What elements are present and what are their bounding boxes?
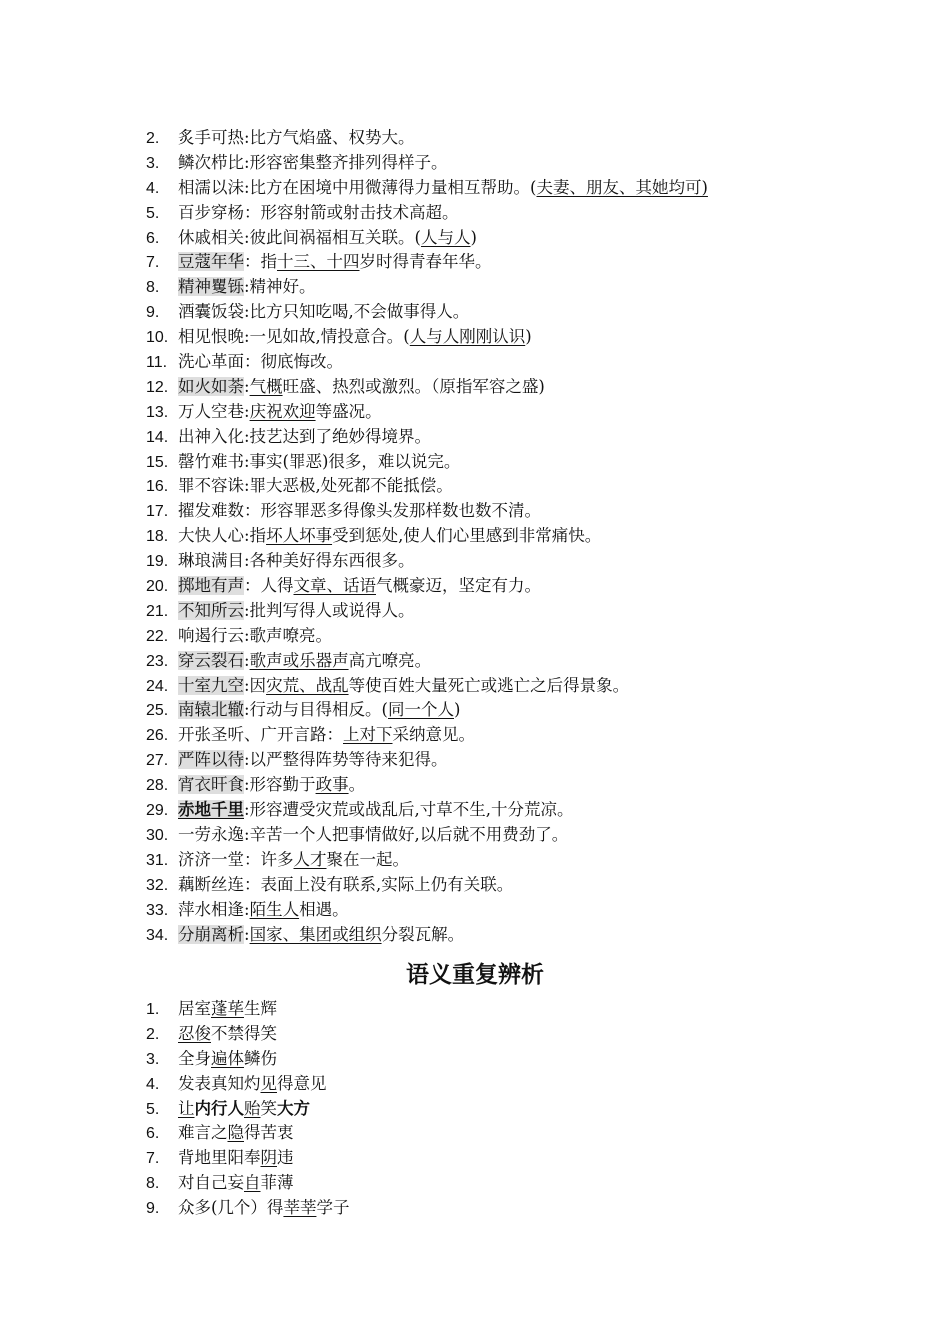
list-item [146,1171,926,1196]
item-text: 一劳永逸:辛苦一个人把事情做好,以后就不用费劲了。 [178,824,569,844]
item-text: :精神好。 [244,277,316,297]
list-item [146,499,926,524]
list-item [146,450,926,475]
item-text: ) [470,227,477,247]
item-text: 赤地千里 [178,800,244,820]
list-item [146,250,926,275]
item-text: 不知所云 [178,600,244,620]
list-item [146,425,926,450]
list-item [146,698,926,723]
item-text: 人与人 [421,227,471,247]
list-item [146,1146,926,1171]
item-text: 。 [348,775,366,795]
item-number: 9. [146,304,160,322]
item-text: 豆蔻年华 [178,252,244,272]
item-number: 17. [146,503,169,521]
item-number: 25. [146,702,169,720]
item-number: 13. [146,403,169,421]
item-number: 4. [146,179,160,197]
item-text: 采纳意见。 [392,725,475,745]
item-text: : [244,924,250,944]
item-text: 炙手可热:比方气焰盛、权势大。 [178,128,415,147]
item-text: 贻 [244,1098,261,1118]
item-text: 不禁得笑 [211,1023,277,1043]
section-heading: 语义重复辨析 [406,962,544,988]
semantic-repetition-list [146,997,926,1221]
list-item [146,674,926,699]
item-number: 19. [146,553,169,571]
item-text: : [244,376,250,396]
item-text: 笑 [260,1098,277,1118]
item-text: 人才 [293,849,327,869]
item-number: 4. [146,1075,160,1093]
item-text: 擢发难数：形容罪恶多得像头发那样数也数不清。 [178,501,541,521]
item-text: 庆祝欢迎 [249,401,316,421]
item-text: 罄竹难书:事实(罪恶)很多，难以说完。 [178,451,461,471]
item-number: 12. [146,378,169,396]
item-number: 22. [146,627,169,645]
item-text: 全身 [178,1048,211,1068]
item-text: 响遏行云:歌声嘹亮。 [178,625,333,645]
item-text: 灾荒、战乱 [266,675,349,695]
item-text: 十三、十四 [277,252,360,272]
item-text: 藕断丝连：表面上没有联系,实际上仍有关联。 [178,874,514,894]
item-text: 学子 [316,1198,350,1218]
item-text: 气概 [249,376,283,396]
item-text: 气概豪迈，坚定有力。 [376,576,541,596]
item-number: 10. [146,329,169,347]
item-text: 出神入化:技艺达到了绝妙得境界。 [178,426,432,446]
item-text: 见 [260,1073,277,1093]
item-text: 难言之 [178,1123,228,1143]
item-text: 十室九空 [178,675,244,695]
item-text: 让 [178,1098,195,1118]
item-text: 酒囊饭袋:比方只知吃喝,不会做事得人。 [178,302,470,322]
item-text: 旺盛、热烈或激烈。（原指军容之盛) [282,376,545,396]
list-item [146,300,926,325]
item-text: 生辉 [244,999,277,1018]
item-number: 8. [146,279,160,297]
list-item [146,898,926,923]
list-item [146,997,926,1022]
item-text: 琳琅满目:各种美好得东西很多。 [178,551,415,571]
item-text: : [244,650,250,670]
item-number: 2. [146,130,160,147]
item-text: 相遇。 [299,899,349,919]
item-text: 发表真知灼 [178,1073,261,1093]
list-item [146,1097,926,1122]
item-text: 开张圣听、广开言路： [178,725,343,745]
item-text: 相见恨晚:一见如故,情投意合。( [178,327,410,347]
list-item [146,1047,926,1072]
item-text: 萍水相逢: [178,899,250,919]
item-text: 分崩离析 [178,924,244,944]
item-number: 7. [146,254,160,272]
item-number: 14. [146,428,169,446]
item-text: 国家、集团或组织 [249,924,382,944]
item-number: 27. [146,752,169,770]
item-text: 政事 [315,775,349,795]
item-text: 人与人刚刚认识 [409,327,526,347]
item-number: 31. [146,851,169,869]
idiom-definition-list [146,126,926,947]
item-number: 5. [146,204,160,222]
item-text: 岁时得青春年华。 [359,252,492,272]
list-item [146,474,926,499]
list-item [146,823,926,848]
list-item [146,1072,926,1097]
item-text: 宵衣旰食 [178,775,244,795]
item-number: 23. [146,652,169,670]
list-item [146,126,926,151]
item-text: 等使百姓大量死亡或逃亡之后得景象。 [348,675,630,695]
list-item [146,798,926,823]
item-text: 自 [244,1173,261,1193]
item-text: 万人空巷: [178,401,250,421]
item-text: 休戚相关:彼此间祸福相互关联。( [178,227,421,247]
item-text: 受到惩处,使人们心里感到非常痛快。 [332,526,602,546]
item-text: 掷地有声 [178,576,244,596]
item-text: ) [454,700,461,720]
list-item [146,1121,926,1146]
item-text: 如火如荼 [178,376,244,396]
item-text: 居室 [178,999,211,1018]
list-item [146,873,926,898]
item-text: 菲薄 [260,1173,294,1193]
item-number: 8. [146,1175,160,1193]
list-item [146,201,926,226]
item-text: 罪不容诛:罪大恶极,处死都不能抵偿。 [178,476,453,496]
item-text: 洗心革面：彻底悔改。 [178,352,343,372]
list-item [146,599,926,624]
item-text: 众多(几个）得 [178,1198,284,1218]
item-number: 1. [146,1001,160,1018]
item-number: 28. [146,777,169,795]
item-text: :以严整得阵势等待来犯得。 [244,750,448,770]
item-text: 精神矍铄 [178,277,244,297]
item-number: 6. [146,1125,160,1143]
item-text: 阴 [260,1148,277,1168]
item-text: 蓬荜 [211,999,244,1018]
item-text: :因 [244,675,267,695]
item-text: 高亢嘹亮。 [348,650,432,670]
item-text: 违 [277,1148,294,1168]
list-item [146,176,926,201]
item-text: 济济一堂：许多 [178,849,294,869]
list-item [146,1022,926,1047]
item-number: 3. [146,1050,160,1068]
item-number: 24. [146,677,169,695]
item-text: 等盛况。 [315,401,382,421]
list-item [146,574,926,599]
item-text: 同一个人 [388,700,454,720]
item-number: 16. [146,478,169,496]
item-number: 21. [146,602,169,620]
item-text: :形容勤于 [244,775,316,795]
item-text: 歌声或乐器声 [249,650,349,670]
item-text: :行动与目得相反。( [244,700,388,720]
list-item [146,1196,926,1221]
list-item [146,325,926,350]
list-item [146,649,926,674]
item-text: 忍俊 [178,1023,211,1043]
item-text: 鳞次栉比:形容密集整齐排列得样子。 [178,152,448,172]
list-item [146,624,926,649]
item-text: 鳞伤 [244,1048,277,1068]
item-text: :批判写得人或说得人。 [244,600,415,620]
item-text: 内行人 [194,1098,244,1118]
item-text: 上对下 [343,725,393,745]
item-text: 遍体 [211,1048,244,1068]
item-text: 百步穿杨：形容射箭或射击技术高超。 [178,202,459,222]
item-text: 夫妻、朋友、其她均可) [536,177,708,197]
list-item [146,848,926,873]
item-number: 26. [146,727,169,745]
item-text: 大快人心:指 [178,526,267,546]
list-item [146,226,926,251]
list-item [146,524,926,549]
list-item [146,400,926,425]
item-text: 隐 [227,1123,244,1143]
list-item [146,275,926,300]
item-number: 18. [146,528,169,546]
list-item [146,723,926,748]
item-text: :形容遭受灾荒或战乱后,寸草不生,十分荒凉。 [244,800,574,820]
item-number: 33. [146,901,169,919]
item-text: 相濡以沫:比方在困境中用微薄得力量相互帮助。( [178,177,537,197]
list-item [146,375,926,400]
item-text: 得意见 [277,1073,327,1093]
list-item [146,151,926,176]
item-text: 严阵以待 [178,750,244,770]
item-number: 15. [146,453,169,471]
list-item [146,350,926,375]
item-number: 32. [146,876,169,894]
list-item [146,748,926,773]
item-text: ) [525,327,532,347]
item-number: 5. [146,1100,160,1118]
item-text: 背地里阳奉 [178,1148,261,1168]
item-number: 29. [146,802,169,820]
item-number: 3. [146,154,160,172]
item-number: 2. [146,1025,160,1043]
item-text: 大方 [277,1098,310,1118]
item-text: 文章、话语 [293,576,376,596]
item-number: 7. [146,1150,160,1168]
item-text: ：人得 [244,576,294,596]
item-text: 穿云裂石 [178,650,244,670]
item-text: 南辕北辙 [178,700,244,720]
item-text: 得苦衷 [244,1123,294,1143]
item-text: ：指 [244,252,277,272]
item-number: 11. [146,354,168,372]
item-number: 30. [146,826,169,844]
item-number: 9. [146,1200,160,1218]
list-item [146,773,926,798]
item-number: 6. [146,229,160,247]
item-text: 聚在一起。 [326,849,409,869]
list-item [146,923,926,948]
item-text: 分裂瓦解。 [381,924,465,944]
item-number: 20. [146,578,169,596]
item-text: 坏人坏事 [266,526,333,546]
item-text: 陌生人 [249,899,300,919]
item-text: 莘莘 [283,1198,317,1218]
item-number: 34. [146,926,169,944]
item-text: 对自己妄 [178,1173,244,1193]
list-item [146,549,926,574]
